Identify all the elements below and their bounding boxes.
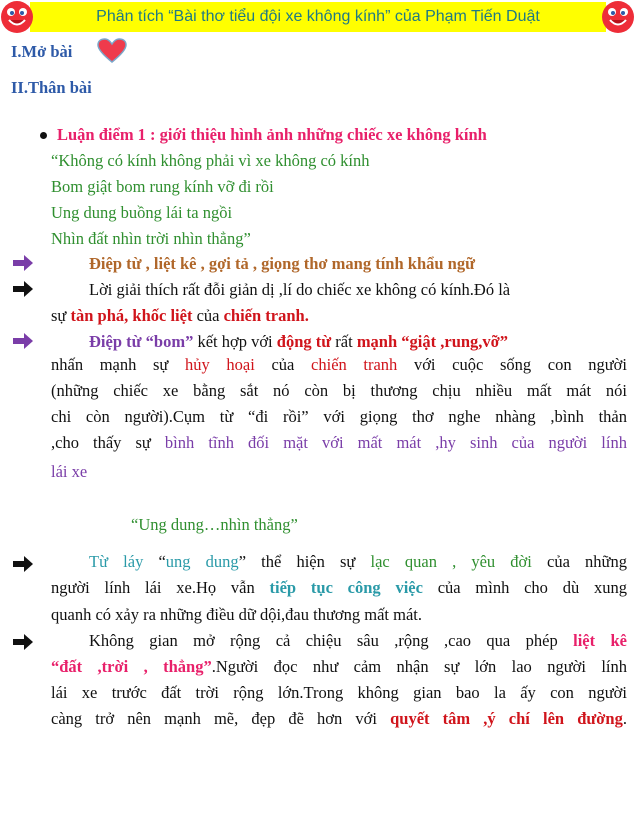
text: với cuộc sống con người [397,355,627,374]
right-arrow-icon [12,332,34,350]
text: sự [51,306,71,325]
highlight: mạnh “giật ,rung,vỡ” [356,332,509,351]
highlight: lạc quan , yêu đời [370,552,532,571]
poem-line-3: Ung dung buồng lái ta ngồi [51,203,233,222]
right-arrow-icon [12,555,34,573]
highlight: quyết tâm ,ý chí lên đường [390,709,623,728]
highlight: tiếp tục công việc [269,578,423,597]
highlight: tàn phá, khốc liệt [70,306,193,325]
paragraph-5-line-4 [51,706,627,733]
text: Không gian mở rộng cả chiệu sâu ,rộng ,cao qua phép [89,631,574,650]
paragraph-4-line-1 [89,549,627,576]
section-mo-bai: I.Mở bài [11,42,73,61]
document-title: Phân tích “Bài thơ tiểu đội xe không kính” của Phạm Tiến Duật [96,8,540,25]
paragraph-3-line-4: chi còn người).Cụm từ “đi rồi” với giọng thơ nghe nhàng ,bình thản [51,407,627,426]
bullet-dot [40,132,47,139]
highlight: ung dung [165,552,239,571]
right-arrow-icon [12,633,34,651]
paragraph-5-line-2 [51,654,627,681]
text: của [192,306,224,325]
section-than-bai: II.Thân bài [11,78,92,97]
poem-line-1: “Không có kính không phải vì xe không có kính [51,151,370,170]
text: của [254,355,312,374]
text: ,cho thấy sự [51,433,165,452]
right-arrow-icon [12,254,34,272]
luan-diem-1: Luận điểm 1 : giới thiệu hình ảnh những chiếc xe không kính [57,125,487,144]
paragraph-3-line-1 [89,332,508,352]
highlight: Từ láy [89,552,144,571]
text: nhấn mạnh sự [51,355,186,374]
smiley-left-icon [0,0,34,34]
poem-quote: “Ung dung…nhìn thẳng” [131,515,298,534]
paragraph-3-line-5 [51,430,627,457]
text: “ [143,552,166,571]
header-banner [0,0,638,36]
text: kết hợp với [193,332,277,351]
text: . [622,709,627,728]
text: càng trở nên mạnh mẽ, đẹp đẽ hơn với [51,709,391,728]
paragraph-4-line-3: quanh có xảy ra những điều dữ dội,đau thương mất mát. [51,605,422,624]
smiley-right-icon [601,0,635,34]
paragraph-5-line-1 [89,628,627,655]
paragraph-4-line-2 [51,575,627,602]
highlight: chiến tranh. [223,306,309,325]
paragraph-3-line-2 [51,352,627,379]
highlight: Điệp từ “bom” [89,332,194,351]
text: của những [531,552,627,571]
text: của mình cho dù xung [422,578,627,597]
poem-line-2: Bom giật bom rung kính vỡ đi rồi [51,177,274,196]
text: ” thể hiện sự [238,552,371,571]
text: người lính lái xe.Họ vẫn [51,578,270,597]
highlight: bình tĩnh đối mặt với mất mát ,hy sinh của người lính [164,433,627,452]
heart-icon [97,38,127,64]
highlight: “đất ,trời , thẳng” [51,657,212,676]
paragraph-1: Điệp từ , liệt kê , gợi tả , giọng thơ mang tính khẩu ngữ [89,254,476,273]
banner-bar [30,2,606,32]
paragraph-3-line-3: (những chiếc xe bằng sắt nó còn bị thương chịu nhiều mất mát nói [51,381,627,400]
text: rất [331,332,357,351]
poem-line-4: Nhìn đất nhìn trời nhìn thẳng” [51,229,251,248]
text: .Người đọc như cảm nhận sự lớn lao người lính [211,657,627,676]
paragraph-5-line-3: lái xe trước đất trời rộng lớn.Trong không gian bao la ấy con người [51,683,627,702]
highlight: hủy hoại [185,355,255,374]
paragraph-3-line-6: lái xe [51,462,88,481]
highlight: chiến tranh [311,355,398,374]
highlight: liệt kê [573,631,627,650]
highlight: động từ [276,332,332,351]
paragraph-2-line-1: Lời giải thích rất đỗi giản dị ,lí do chiếc xe không có kính.Đó là [89,280,511,299]
paragraph-2-line-2 [51,306,309,326]
right-arrow-icon [12,280,34,298]
